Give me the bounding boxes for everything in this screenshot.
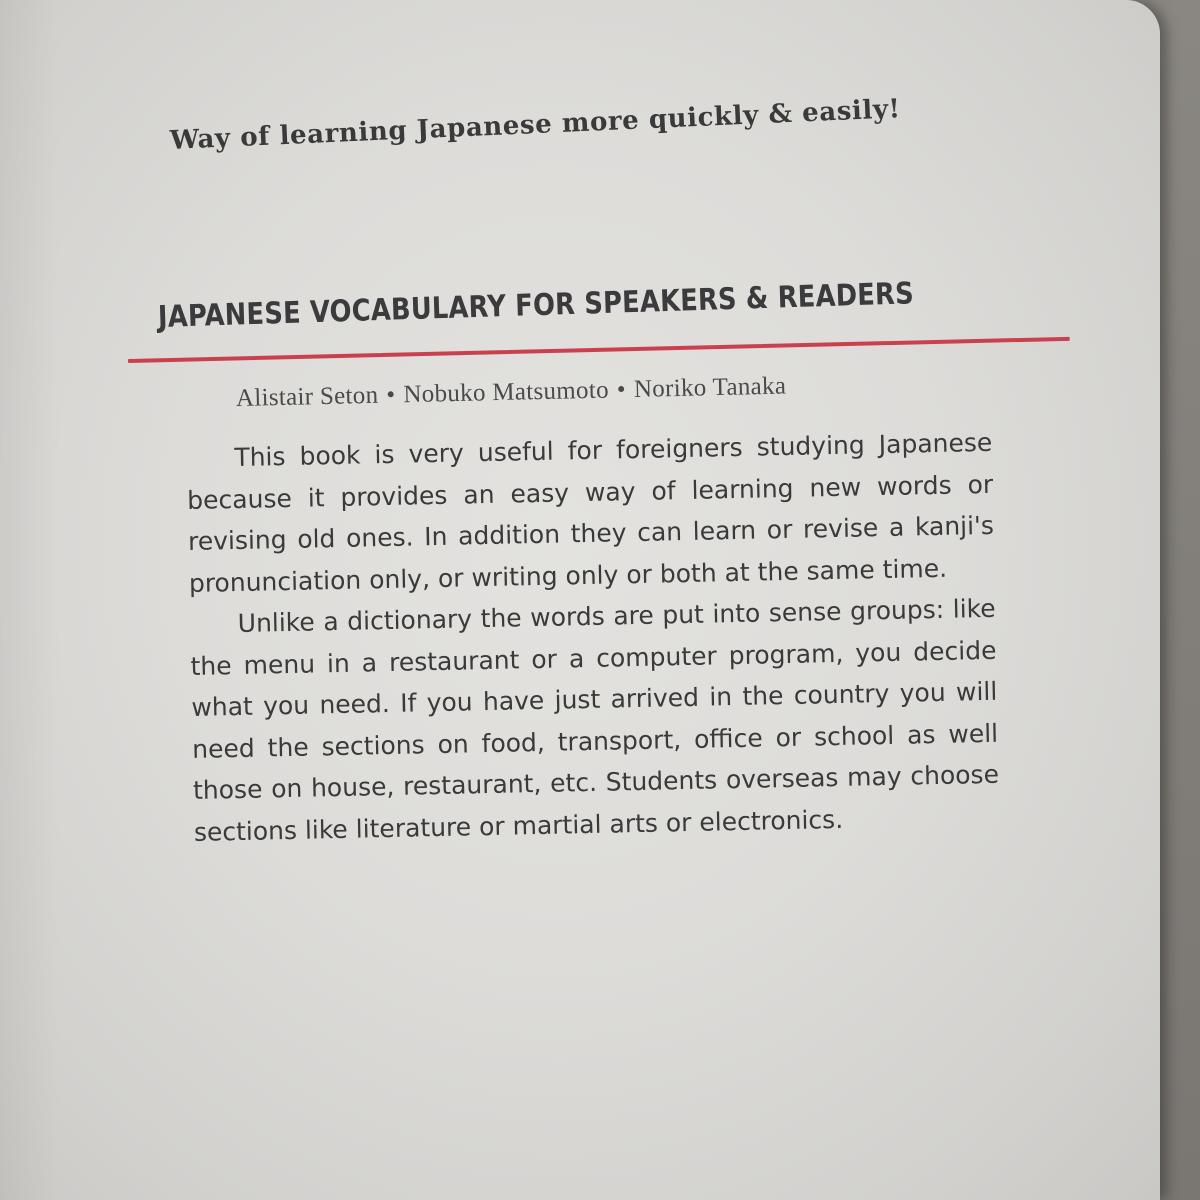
author-name: Nobuko Matsumoto: [403, 376, 610, 409]
blurb-text: [186, 422, 1000, 853]
author-name: Noriko Tanaka: [633, 372, 787, 403]
book-title: JAPANESE VOCABULARY FOR SPEAKERS & READERS: [157, 276, 915, 335]
author-line: [236, 373, 787, 413]
author-separator: •: [616, 376, 627, 404]
blurb-paragraph: Unlike a dictionary the words are put into sense groups: like the menu in a restaurant or a computer program, you decide what you need. If you have just arrived in the country you will need the sections on food, transport, office or school as well those on house, restaurant, etc. Students overseas may choose sections like literature or martial arts or electronics.: [190, 593, 1000, 847]
red-divider-rule: [128, 337, 1070, 363]
blurb-paragraph: This book is very useful for foreigners studying Japanese because it provides an easy way of learning new words or revising old ones. In addition they can learn or revise a kanji's pronunciation only, or writing only or both at the same time.: [186, 427, 995, 598]
tagline: Way of learning Japanese more quickly & easily!: [169, 94, 902, 156]
author-separator: •: [386, 381, 396, 409]
cover-edge-shadow: [0, 0, 60, 1200]
author-name: Alistair Seton: [235, 381, 379, 412]
